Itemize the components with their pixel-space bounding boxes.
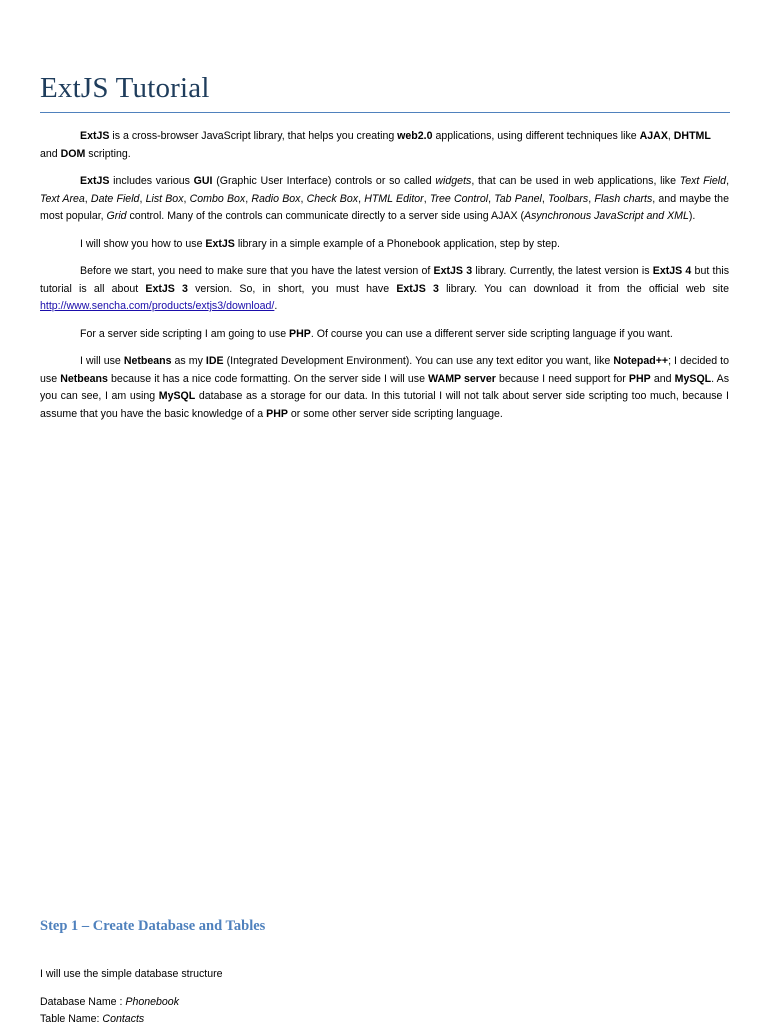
- document-title: ExtJS Tutorial: [40, 72, 210, 104]
- intro-section: [40, 128, 729, 433]
- step1-heading: Step 1 – Create Database and Tables: [40, 918, 266, 934]
- table-name-line: Table Name: Contacts: [40, 1013, 145, 1025]
- paragraph-goal: I will show you how to use ExtJS library in a simple example of a Phonebook application, step by step.: [80, 237, 560, 250]
- title-underline: [40, 112, 730, 113]
- step1-intro: I will use the simple database structure: [40, 968, 223, 980]
- paragraph-controls: ExtJS includes various GUI (Graphic User Interface) controls or so called widgets, that can be used in web applications, like Text Field, Text Area, Date Field, List Box, Combo Box, Radio Box, Check Box, HTML Editor, Tree Control, Tab Panel, Toolbars, Flash charts, and maybe the most popular, Grid control. Many of the controls can communicate directly to a server side using AJAX (Asynchronous JavaScript and XML).: [40, 175, 730, 222]
- paragraph-intro: ExtJS is a cross-browser JavaScript library, that helps you creating web2.0 applications, using different techniques like AJAX, DHTML and DOM scripting.: [40, 130, 711, 160]
- paragraph-version: Before we start, you need to make sure that you have the latest version of ExtJS 3 library. Currently, the latest version is ExtJS 4 but this tutorial is all about ExtJS 3 version. So, in short, you must have ExtJS 3 library. You can download it from the official web site http://www.sencha.com/products/extjs3/download/.: [40, 265, 730, 312]
- download-link[interactable]: http://www.sencha.com/products/extjs3/download/: [40, 300, 275, 312]
- database-name-line: Database Name : Phonebook: [40, 996, 179, 1008]
- paragraph-tools: I will use Netbeans as my IDE (Integrated Development Environment). You can use any text editor you want, like Notepad++; I decided to use Netbeans because it has a nice code formatting. On the server side I will use WAMP server because I need support for PHP and MySQL. As you can see, I am using MySQL database as a storage for our data. In this tutorial I will not talk about server side scripting too much, because I assume that you have the basic knowledge of a PHP or some other server side scripting language.: [40, 355, 730, 420]
- paragraph-php: For a server side scripting I am going to use PHP. Of course you can use a different server side scripting language if you want.: [80, 327, 673, 340]
